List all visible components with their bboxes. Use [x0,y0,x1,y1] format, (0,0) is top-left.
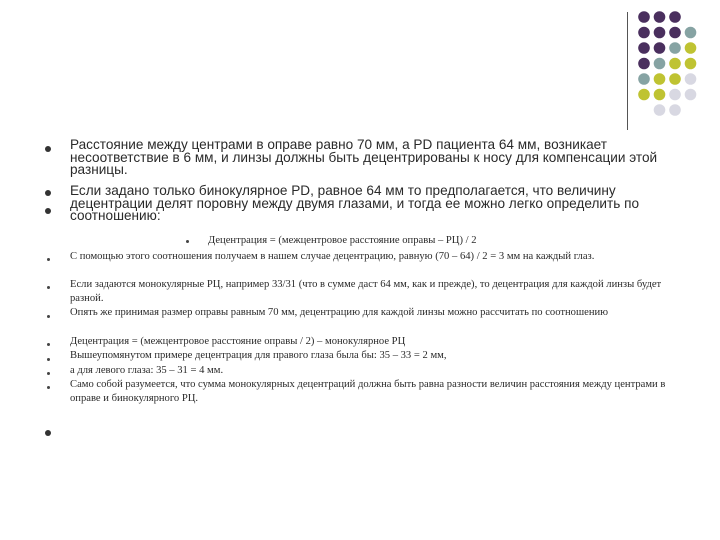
decorative-dot [685,42,697,54]
decorative-dot [654,27,666,39]
bullet-icon [47,258,50,261]
decorative-dot-grid [0,0,720,120]
decorative-dot [654,11,666,23]
bullet-icon [47,286,50,289]
decorative-dot [638,58,650,70]
formula-line: Децентрация = (межцентровое расстояние оправы – РЦ) / 2 [208,235,477,246]
bullet-icon [47,358,50,361]
list-item: С помощью этого соотношения получаем в нашем случае децентрацию, равную (70 – 64) / 2 = 3 мм на каждый глаз. [70,251,595,262]
list-item: Само собой разумеется, что сумма монокулярных децентраций должна быть равна разности величин расстояния между центрами в оправе и бинокулярного РЦ. [70,379,666,405]
decorative-dot [638,89,650,101]
decorative-dot [638,11,650,23]
list-item: Децентрация = (межцентровое расстояние оправы / 2) – монокулярное РЦ [70,336,406,347]
decorative-dot [685,89,697,101]
bullet-icon [45,430,51,436]
decorative-dot [654,89,666,101]
bullet-icon [47,343,50,346]
bullet-icon [186,240,189,243]
decorative-dot [669,58,681,70]
list-item: Опять же принимая размер оправы равным 70 мм, децентрацию для каждой линзы можно рассчитать по соотношению [70,307,609,318]
decorative-dot [685,73,697,85]
decorative-dot [638,73,650,85]
decorative-dot [669,27,681,39]
decorative-dot [685,27,697,39]
decorative-dot [654,58,666,70]
decorative-dot [669,89,681,101]
decorative-divider-line [627,12,628,130]
bullet-icon [47,315,50,318]
decorative-dot [669,11,681,23]
main-paragraph-1: Расстояние между центрами в оправе равно 70 мм, а PD пациента 64 мм, возникает несоответствие в 6 мм, и линзы должны быть децентрированы к носу для компенсации этой разницы. [70,137,658,178]
decorative-dot [685,58,697,70]
decorative-dot [638,27,650,39]
bullet-icon [47,386,50,389]
list-item: Если задаются монокулярные РЦ, например 33/31 (что в сумме даст 64 мм, как и прежде), то децентрация для каждой линзы будет разной. [70,279,662,305]
bullet-icon [45,190,51,196]
list-item: Вышеупомянутом примере децентрация для правого глаза была бы: 35 – 33 = 2 мм, [70,350,447,361]
decorative-dot [669,42,681,54]
bullet-icon [45,146,51,152]
decorative-dot [669,104,681,116]
decorative-dot [654,73,666,85]
decorative-dot [638,42,650,54]
bullet-icon [45,208,51,214]
bullet-icon [47,372,50,375]
main-paragraph-2: Если задано только бинокулярное PD, равное 64 мм то предполагается, что величину децентрации делят поровну между двумя глазами, и тогда ее можно легко определить по соотношению: [70,183,639,224]
list-item: а для левого глаза: 35 – 31 = 4 мм. [70,365,224,376]
decorative-dot [669,73,681,85]
decorative-dot [654,42,666,54]
decorative-dot [654,104,666,116]
